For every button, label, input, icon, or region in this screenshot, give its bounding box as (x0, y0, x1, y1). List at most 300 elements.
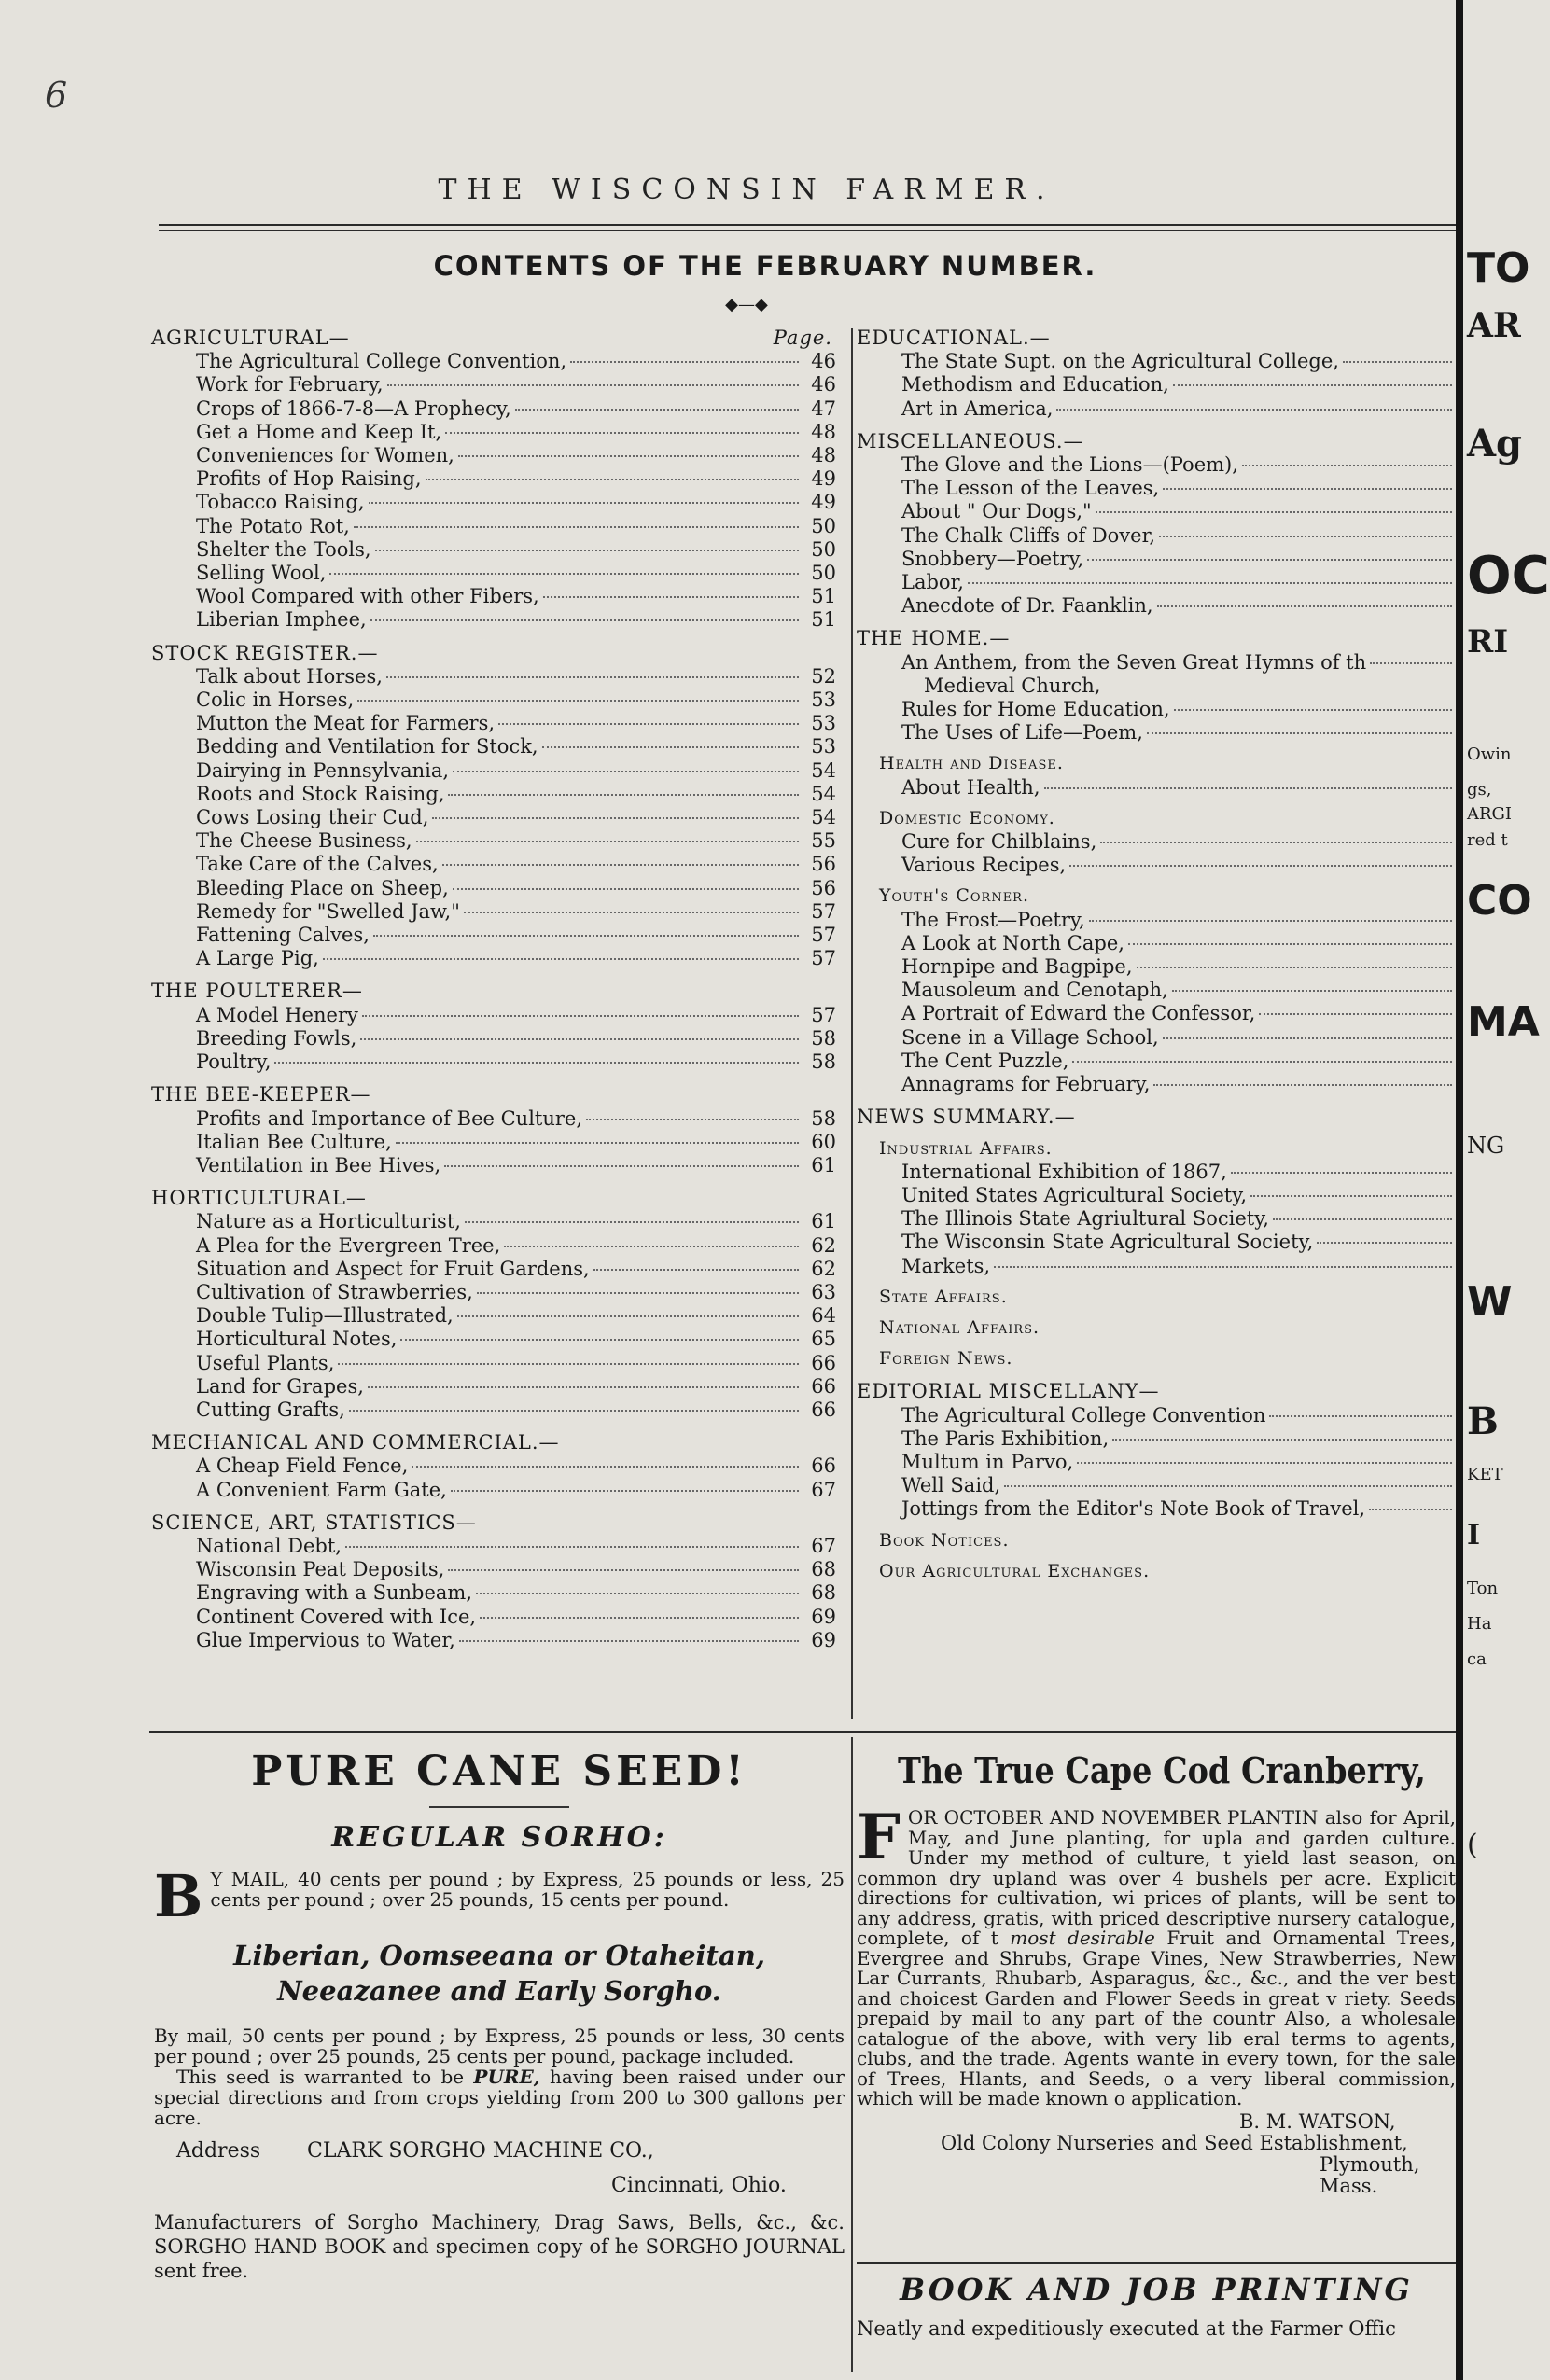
entry-title: Italian Bee Culture, (196, 1130, 392, 1153)
section-heading-text: EDUCATIONAL.— (857, 327, 1051, 349)
entry-title: A Convenient Farm Gate, (196, 1478, 447, 1501)
entry-title: The Chalk Cliffs of Dover, (901, 523, 1156, 547)
dot-leader (1343, 361, 1452, 363)
dot-leader (593, 1269, 799, 1271)
dot-leader (373, 935, 799, 937)
entry-title: An Anthem, from the Seven Great Hymns of th (901, 650, 1367, 674)
dot-leader (400, 1339, 799, 1341)
section-heading (857, 327, 1456, 350)
contents-entry (857, 1026, 1456, 1050)
subsection-heading: Industrial Affairs. (879, 1137, 1053, 1159)
contents-entry (857, 1184, 1456, 1207)
entry-title: Selling Wool, (196, 562, 327, 585)
entry-page-number: 68 (811, 1558, 836, 1581)
subsection-heading: Domestic Economy. (879, 807, 1055, 828)
ad-varieties: Liberian, Oomseeana or Otaheitan, Neeazanee and Early Sorgho. (233, 1940, 765, 2007)
dot-leader (369, 502, 800, 504)
dot-leader (570, 361, 799, 363)
contents-entry (857, 1404, 1456, 1427)
entry-title: Annagrams for February, (901, 1073, 1151, 1096)
contents-entry (857, 500, 1456, 523)
dot-leader (444, 1165, 799, 1167)
dot-leader (274, 1062, 799, 1064)
contents-entry (151, 1399, 836, 1422)
contents-entry (857, 955, 1456, 979)
contents-entry (151, 608, 836, 632)
contents-entry (151, 900, 836, 924)
edge-fragment: Ton (1467, 1579, 1499, 1598)
dot-leader (498, 723, 799, 725)
contents-entry (151, 1629, 836, 1652)
dot-leader (1100, 842, 1452, 843)
entry-page-number: 46 (811, 373, 836, 397)
entry-title: The Lesson of the Leaves, (901, 477, 1160, 500)
contents-entry (151, 1004, 836, 1027)
dot-leader (442, 864, 799, 866)
ad-address (154, 2139, 845, 2163)
dot-leader (387, 384, 799, 386)
contents-entry (151, 1535, 836, 1558)
dot-leader (338, 1363, 799, 1365)
dot-leader (465, 1221, 799, 1223)
entry-page-number: 66 (811, 1351, 836, 1374)
entry-title: Tobacco Raising, (196, 491, 365, 514)
contents-entry (857, 594, 1456, 618)
dot-leader (1087, 559, 1452, 561)
dot-leader (345, 1546, 799, 1548)
dot-leader (1163, 1037, 1452, 1039)
dot-leader (1273, 1218, 1452, 1220)
section-heading-text: NEWS SUMMARY.— (857, 1106, 1076, 1129)
entry-page-number: 49 (811, 467, 836, 491)
entry-page-number: 50 (811, 514, 836, 537)
page-column-header: Page. (773, 327, 832, 349)
ad-city: Cincinnati, Ohio. (611, 2174, 787, 2197)
contents-entry (151, 1131, 836, 1154)
dot-leader (1269, 1415, 1452, 1417)
entry-title: Cows Losing their Cud, (196, 806, 429, 829)
ad-paragraph-manufacturers: Manufacturers of Sorgho Machinery, Drag Saws, Bells, &c., &c. SORGHO HAND BOOK and specimen copy of he SORGHO JOURNAL sent free. (154, 2211, 845, 2282)
dot-leader (1112, 1439, 1452, 1441)
contents-entry (857, 453, 1456, 477)
entry-title: Cutting Grafts, (196, 1398, 345, 1421)
contents-entry (151, 421, 836, 444)
entry-title: Wool Compared with other Fibers, (196, 585, 539, 608)
dot-leader (543, 596, 799, 598)
entry-title: About " Our Dogs," (901, 500, 1092, 523)
dot-leader (1044, 787, 1452, 789)
dot-leader (357, 700, 799, 702)
contents-left-column (151, 327, 836, 1652)
section-heading-text: THE POULTERER— (151, 980, 363, 1003)
dot-leader (453, 771, 799, 772)
contents-entry (857, 721, 1456, 745)
dot-leader (1147, 732, 1452, 734)
entry-page-number: 49 (811, 491, 836, 514)
handwritten-page-marker: 6 (45, 75, 68, 116)
entry-page-number: 61 (811, 1153, 836, 1176)
ad-printing-title: BOOK AND JOB PRINTING (900, 2272, 1413, 2307)
ad-title: PURE CANE SEED! (251, 1747, 747, 1795)
contents-entry (151, 853, 836, 876)
ad-paragraph-warranty (154, 2067, 845, 2128)
dot-leader (375, 550, 799, 551)
dot-leader (477, 1292, 799, 1294)
entry-page-number: 69 (811, 1628, 836, 1651)
contents-entry (151, 947, 836, 970)
contents-entry (151, 491, 836, 514)
subsection-heading: Foreign News. (879, 1348, 1013, 1370)
section-heading-text: MISCELLANEOUS.— (857, 429, 1084, 452)
entry-title: Rules for Home Education, (901, 698, 1170, 721)
entry-title: Mutton the Meat for Farmers, (196, 712, 496, 735)
section-heading-text: HORTICULTURAL— (151, 1187, 367, 1210)
contents-entry (151, 562, 836, 585)
entry-page-number: 63 (811, 1280, 836, 1303)
dot-leader (464, 912, 799, 913)
dot-leader (354, 526, 799, 528)
contents-entry (857, 698, 1456, 721)
contents-entry (151, 1352, 836, 1375)
entry-title: Poultry, (196, 1051, 272, 1074)
ad-subtitle: REGULAR SORHO: (331, 1821, 667, 1854)
ad-printing (857, 2269, 1456, 2340)
dot-leader (476, 1593, 799, 1594)
entry-page-number: 48 (811, 420, 836, 443)
ad-cranberry (857, 1747, 1456, 2197)
contents-entry (857, 1161, 1456, 1184)
dot-leader (586, 1119, 799, 1120)
entry-title: Various Recipes, (901, 854, 1067, 877)
edge-fragment: CO (1467, 877, 1532, 925)
contents-entry (857, 1002, 1456, 1025)
section-heading-text: EDITORIAL MISCELLANY— (857, 1380, 1160, 1403)
contents-entry (857, 373, 1456, 397)
edge-fragment: I (1467, 1519, 1481, 1552)
contents-entry (857, 477, 1456, 500)
dot-leader (426, 479, 799, 480)
contents-entry (857, 397, 1456, 421)
dot-leader (1173, 384, 1452, 386)
dot-leader (451, 1490, 799, 1492)
entry-title: The Paris Exhibition, (901, 1427, 1110, 1450)
masthead-rule-top (159, 224, 1456, 226)
edge-fragment: ( (1467, 1829, 1478, 1861)
entry-page-number: 62 (811, 1257, 836, 1280)
entry-title: Profits of Hop Raising, (196, 467, 422, 491)
column-divider (851, 328, 853, 1719)
contents-entry (857, 548, 1456, 571)
contents-entry (151, 1281, 836, 1304)
dot-leader (360, 1038, 799, 1040)
dot-leader (448, 1569, 799, 1571)
entry-title: Crops of 1866-7-8—A Prophecy, (196, 397, 511, 420)
entry-title: Colic in Horses, (196, 689, 355, 712)
ad-text: Y MAIL, 40 cents per pound ; by Express, 25 pounds or less, 25 cents per pound ; over 25 pounds, 15 cents per pound. (210, 1868, 845, 1911)
entry-title: The Cent Puzzle, (901, 1049, 1069, 1072)
entry-page-number: 64 (811, 1304, 836, 1328)
entry-title: The Frost—Poetry, (901, 908, 1085, 931)
contents-entry (151, 924, 836, 947)
section-heading-text: SCIENCE, ART, STATISTICS— (151, 1510, 477, 1534)
entry-page-number: 65 (811, 1328, 836, 1351)
contents-entry (857, 830, 1456, 854)
entry-title: Multum in Parvo, (901, 1450, 1074, 1473)
section-heading (857, 1380, 1456, 1403)
entry-title: Methodism and Education, (901, 373, 1169, 397)
entry-page-number: 53 (811, 712, 836, 735)
dot-leader (542, 746, 799, 748)
subsection-heading: Book Notices. (879, 1529, 1010, 1551)
dot-leader (1077, 1462, 1452, 1464)
dot-leader (1250, 1195, 1452, 1197)
entry-page-number: 69 (811, 1605, 836, 1628)
contents-entry (857, 979, 1456, 1002)
entry-title: The Wisconsin State Agricultural Society, (901, 1231, 1314, 1254)
entry-title: Nature as a Horticulturist, (196, 1210, 461, 1233)
contents-entry (857, 1451, 1456, 1474)
dot-leader (1069, 865, 1452, 867)
address-label: Address (176, 2139, 261, 2163)
dot-leader (368, 1386, 799, 1388)
entry-page-number: 54 (811, 806, 836, 829)
dot-leader (1163, 488, 1452, 490)
entry-page-number: 53 (811, 735, 836, 759)
dot-leader (457, 1315, 799, 1317)
section-heading (151, 642, 836, 665)
contents-entry (151, 1454, 836, 1478)
contents-entry (857, 651, 1456, 675)
ad-cranberry-place: Plymouth, Mass. (1320, 2152, 1420, 2197)
subsection-heading: Health and Disease. (879, 753, 1064, 774)
dot-leader (362, 1015, 799, 1017)
dot-leader (1370, 662, 1452, 664)
dot-leader (1056, 409, 1452, 411)
edge-fragment: red t (1467, 830, 1508, 850)
edge-fragment: KET (1467, 1465, 1503, 1484)
entry-page-number: 57 (811, 947, 836, 970)
masthead: THE WISCONSIN FARMER. (438, 174, 1055, 206)
section-heading (857, 627, 1456, 650)
contents-entry (151, 1328, 836, 1351)
edge-fragment: gs, (1467, 780, 1492, 800)
contents-entry (151, 829, 836, 853)
contents-entry (151, 712, 836, 735)
dot-leader (329, 573, 799, 575)
ad-paragraph-prices: By mail, 50 cents per pound ; by Express, 25 pounds or less, 30 cents per pound ; over 25 pounds, 25 cents per pound, package included. (154, 2025, 845, 2067)
entry-title: Continent Covered with Ice, (196, 1605, 477, 1628)
company-name: CLARK SORGHO MACHINE CO., (307, 2139, 654, 2163)
contents-entry (151, 1479, 836, 1502)
edge-fragment: Ag (1467, 422, 1523, 466)
entry-title: Fattening Calves, (196, 924, 370, 947)
contents-entry (151, 397, 836, 421)
dot-leader (1089, 920, 1452, 922)
ad-cranberry-firm: Old Colony Nurseries and Seed Establishment, (941, 2131, 1408, 2154)
contents-entry (151, 1606, 836, 1629)
edge-fragment: W (1467, 1278, 1513, 1326)
printing-rule (857, 2262, 1456, 2264)
ad-column-divider (851, 1737, 853, 2372)
contents-entry (857, 1427, 1456, 1451)
entry-title: Roots and Stock Raising, (196, 782, 445, 805)
dot-leader (1242, 465, 1452, 466)
section-heading-text: MECHANICAL AND COMMERCIAL.— (151, 1431, 560, 1454)
entry-page-number: 48 (811, 444, 836, 467)
contents-entry (151, 585, 836, 608)
ad-cranberry-body (857, 1801, 1457, 2109)
dot-leader (370, 619, 799, 621)
masthead-rule-bottom (159, 230, 1456, 231)
contents-entry (151, 783, 836, 806)
entry-page-number: 50 (811, 537, 836, 561)
entry-page-number: 68 (811, 1581, 836, 1605)
contents-entry (857, 1073, 1456, 1096)
ad-printing-text: Neatly and expeditiously executed at the Farmer Offic (857, 2317, 1396, 2340)
entry-title: Take Care of the Calves, (196, 853, 439, 876)
entry-title: A Portrait of Edward the Confessor, (901, 1002, 1256, 1025)
section-heading-text: THE HOME.— (857, 627, 1011, 650)
subsection-heading: State Affairs. (879, 1286, 1008, 1307)
entry-title: Glue Impervious to Water, (196, 1628, 455, 1651)
edge-fragment: ARGI (1467, 804, 1513, 824)
contents-entry (151, 806, 836, 829)
dot-leader (416, 841, 799, 842)
edge-fragment: Ha (1467, 1614, 1492, 1634)
dot-leader (1231, 1172, 1452, 1174)
contents-entry (857, 1497, 1456, 1521)
entry-title: Work for February, (196, 373, 384, 397)
entry-title: Scene in a Village School, (901, 1025, 1159, 1049)
entry-title: Talk about Horses, (196, 664, 383, 688)
entry-title: Liberian Imphee, (196, 608, 367, 632)
contents-bottom-rule (149, 1731, 1456, 1733)
entry-page-number: 66 (811, 1398, 836, 1421)
edge-fragment: RI (1467, 623, 1509, 661)
edge-fragment: AR (1467, 306, 1521, 345)
contents-entry (857, 932, 1456, 955)
section-heading (857, 1106, 1456, 1129)
contents-entry (151, 1375, 836, 1399)
entry-title: Shelter the Tools, (196, 537, 371, 561)
contents-entry (151, 1154, 836, 1177)
entry-title: Get a Home and Keep It, (196, 420, 442, 443)
entry-title: United States Agricultural Society, (901, 1183, 1247, 1206)
entry-title: A Large Pig, (196, 947, 319, 970)
section-heading (151, 327, 836, 350)
dot-leader (1317, 1242, 1452, 1244)
entry-title: Horticultural Notes, (196, 1328, 398, 1351)
dot-leader (412, 1466, 799, 1468)
dot-leader (504, 1246, 799, 1247)
entry-title: Dairying in Pennsylvania, (196, 759, 450, 782)
contents-entry (857, 1050, 1456, 1073)
contents-entry (857, 1207, 1456, 1231)
contents-entry (151, 1581, 836, 1605)
entry-page-number: 56 (811, 853, 836, 876)
contents-title: CONTENTS OF THE FEBRUARY NUMBER. (433, 250, 1097, 282)
entry-title: International Exhibition of 1867, (901, 1160, 1227, 1183)
entry-title: Remedy for "Swelled Jaw," (196, 899, 460, 923)
contents-entry (151, 1027, 836, 1051)
dropcap: F (857, 1801, 901, 1873)
edge-fragment: NG (1467, 1133, 1505, 1159)
entry-page-number: 56 (811, 876, 836, 899)
entry-page-number: 60 (811, 1130, 836, 1153)
entry-title: Profits and Importance of Bee Culture, (196, 1106, 583, 1130)
dot-leader (458, 455, 799, 457)
entry-title: Land for Grapes, (196, 1374, 364, 1398)
entry-title: The State Supt. on the Agricultural College, (901, 350, 1339, 373)
entry-title: Art in America, (901, 397, 1054, 420)
contents-entry (857, 854, 1456, 877)
ad-text: OR OCTOBER AND NOVEMBER PLANTIN also for April, May, and June planting, for upla and garden culture. Under my method of culture, t yield last season, on common dry upland was over 4 bushels per acre. Explicit directions for cultivation, wi prices of plants, will be sent to any address, gratis, with priced descriptive nursery catalogue, complete, of t (857, 1806, 1456, 1949)
dot-leader (396, 1142, 799, 1144)
contents-entry (857, 776, 1456, 800)
dot-leader (1259, 1013, 1452, 1015)
entry-title: Markets, (901, 1254, 991, 1277)
contents-entry (151, 1234, 836, 1258)
contents-entry (151, 1558, 836, 1581)
contents-entry (857, 350, 1456, 373)
contents-entry (151, 515, 836, 538)
page-edge-rule (1456, 0, 1463, 2380)
contents-entry (151, 1107, 836, 1131)
ad-pure-cane-seed (154, 1747, 845, 2283)
entry-title: The Potato Rot, (196, 514, 350, 537)
entry-page-number: 54 (811, 759, 836, 782)
entry-page-number: 57 (811, 899, 836, 923)
entry-page-number: 58 (811, 1106, 836, 1130)
contents-entry (151, 538, 836, 562)
ad-emphasis: most desirable (1010, 1927, 1155, 1949)
section-heading (857, 430, 1456, 453)
entry-title: Double Tulip—Illustrated, (196, 1304, 454, 1328)
entry-page-number: 67 (811, 1478, 836, 1501)
entry-title: Mausoleum and Cenotaph, (901, 979, 1168, 1002)
subsection-heading: National Affairs. (879, 1316, 1040, 1338)
entry-title: Engraving with a Sunbeam, (196, 1581, 473, 1605)
ad-emphasis: PURE, (473, 2066, 540, 2088)
entry-title: Well Said, (901, 1474, 1001, 1497)
ad-text: Fruit and Ornamental Trees, Evergree and Shrubs, Grape Vines, New Strawberries, New Lar Currants, Rhubarb, Asparagus, &c., &c., and the ver best and choicest Garden and Flower Seeds in great v riety. Seeds prepaid by mail to any part of the countr Also, a wholesale catalogue of the above, with very lib eral terms to agents, clubs, and the trade. Agents wante in every town, for the sale of Trees, Hlants, and Seeds, o a very liberal commission, which will be made known o application. (857, 1927, 1457, 2109)
edge-fragment: Owin (1467, 745, 1512, 764)
section-heading (151, 1187, 836, 1210)
section-heading-text: THE BEE-KEEPER— (151, 1083, 371, 1106)
section-heading-text: STOCK REGISTER.— (151, 641, 379, 664)
entry-page-number: 51 (811, 608, 836, 632)
edge-fragment: B (1467, 1399, 1499, 1443)
contents-entry (857, 1255, 1456, 1278)
dot-leader (445, 432, 799, 434)
entry-title: Cultivation of Strawberries, (196, 1280, 473, 1303)
contents-entry (857, 1231, 1456, 1254)
dot-leader (1137, 967, 1453, 968)
contents-entry (151, 444, 836, 467)
entry-title: Useful Plants, (196, 1351, 335, 1374)
section-heading (151, 980, 836, 1003)
subsection-heading: Our Agricultural Exchanges. (879, 1560, 1151, 1581)
contents-entry (151, 373, 836, 397)
entry-title: Jottings from the Editor's Note Book of Travel, (901, 1497, 1366, 1521)
dot-leader (1153, 1084, 1452, 1086)
dot-leader (323, 958, 799, 960)
entry-page-number: 66 (811, 1454, 836, 1478)
entry-title: Hornpipe and Bagpipe, (901, 955, 1133, 979)
dot-leader (386, 676, 799, 678)
dot-leader (1172, 990, 1452, 992)
ad-cranberry-name: B. M. WATSON, (1239, 2109, 1396, 2133)
